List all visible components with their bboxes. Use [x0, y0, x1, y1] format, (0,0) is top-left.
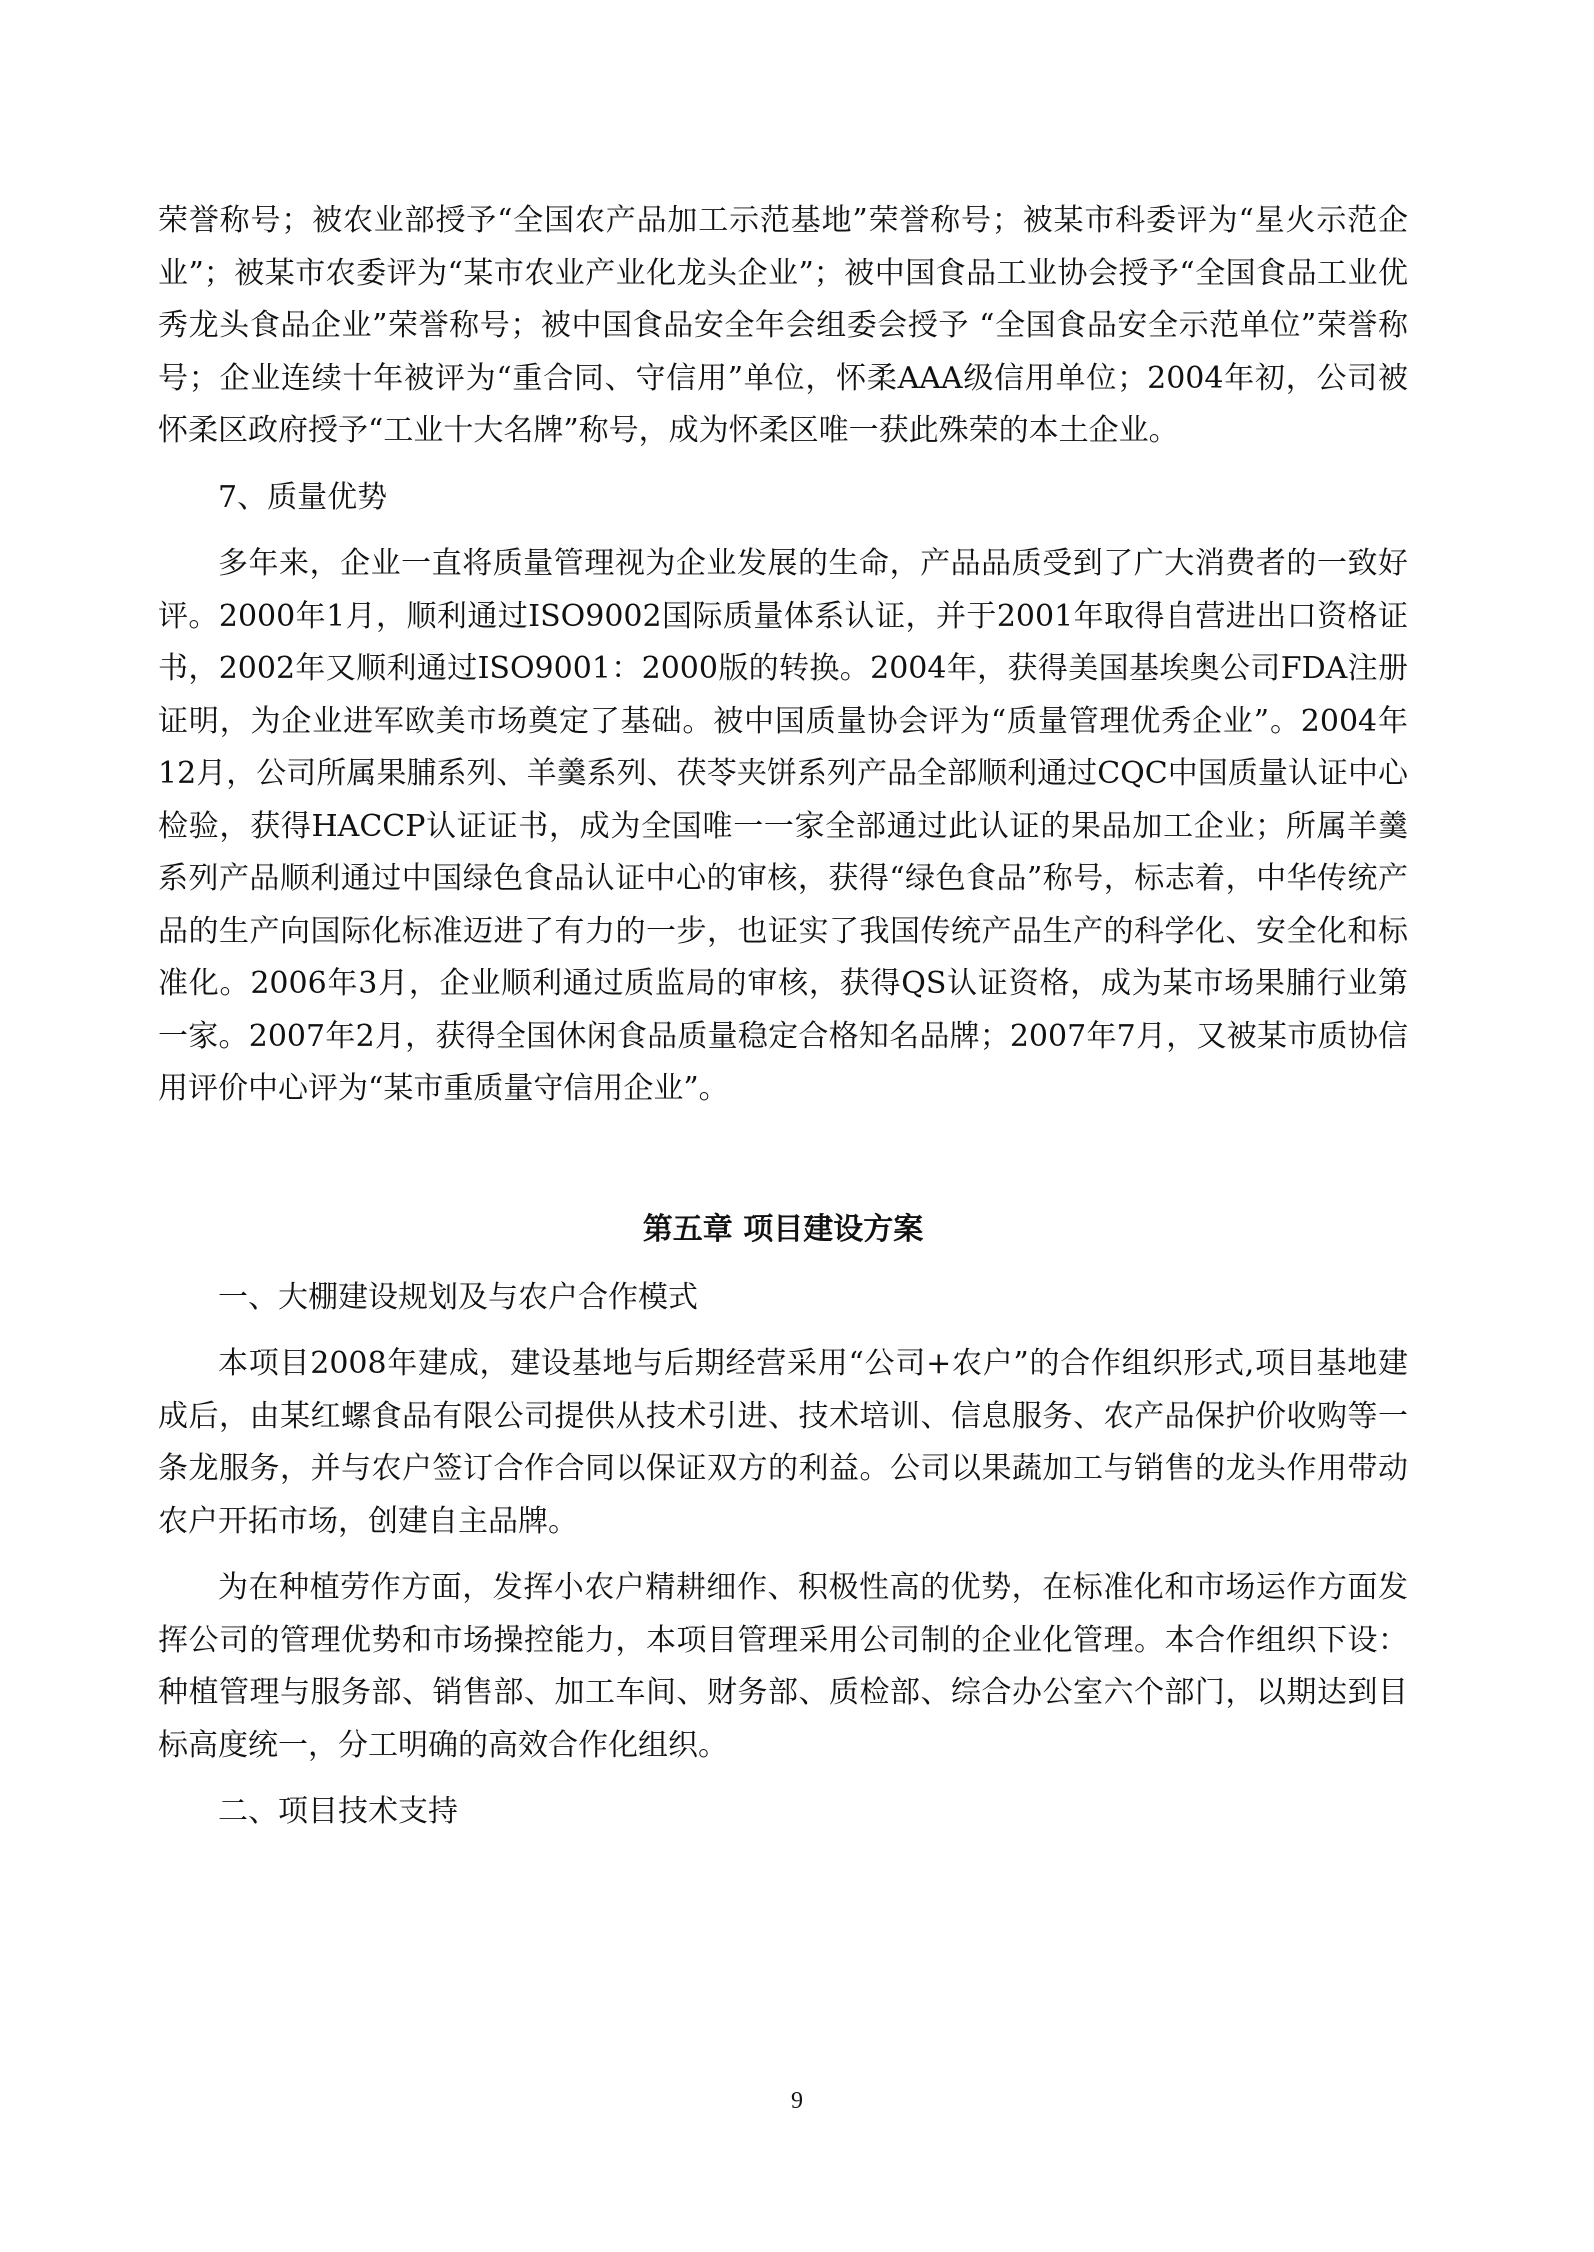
cooperation-paragraph: 本项目2008年建成，建设基地与后期经营采用“公司+农户”的合作组织形式,项目基地建成后，由某红螺食品有限公司提供从技术引进、技术培训、信息服务、农产品保护价收购等一条龙服务，并与农户签订合作合同以保证双方的利益。公司以果蔬加工与销售的龙头作用带动农户开拓市场，创建自主品牌。: [158, 1346, 1408, 1539]
cooperation-subheading: 一、大棚建设规划及与农户合作模式: [218, 1279, 698, 1315]
honors-continued-paragraph: 荣誉称号；被农业部授予“全国农产品加工示范基地”荣誉称号；被某市科委评为“星火示范企业”；被某市农委评为“某市农业产业化龙头企业”；被中国食品工业协会授予“全国食品工业优秀龙头食品企业”荣誉称号；被中国食品安全年会组委会授予 “全国食品安全示范单位”荣誉称号；企业连续十年被评为“重合同、守信用”单位，怀柔AAA级信用单位；2004年初，公司被怀柔区政府授予“工业十大名牌”称号，成为怀柔区唯一获此殊荣的本土企业。: [158, 203, 1408, 448]
page-number: 9: [791, 2088, 803, 2114]
management-paragraph: 为在种植劳作方面，发挥小农户精耕细作、积极性高的优势，在标准化和市场运作方面发挥公司的管理优势和市场操控能力，本项目管理采用公司制的企业化管理。本合作组织下设：种植管理与服务部、销售部、加工车间、财务部、质检部、综合办公室六个部门，以期达到目标高度统一，分工明确的高效合作化组织。: [158, 1570, 1408, 1763]
quality-subheading: 7、质量优势: [218, 479, 388, 515]
chapter-title: 第五章 项目建设方案: [642, 1211, 924, 1247]
quality-paragraph: 多年来，企业一直将质量管理视为企业发展的生命，产品品质受到了广大消费者的一致好评。2000年1月，顺利通过ISO9002国际质量体系认证，并于2001年取得自营进出口资格证书，2002年又顺利通过ISO9001：2000版的转换。2004年，获得美国基埃奥公司FDA注册证明，为企业进军欧美市场奠定了基础。被中国质量协会评为“质量管理优秀企业”。2004年12月，公司所属果脯系列、羊羹系列、茯苓夹饼系列产品全部顺利通过CQC中国质量认证中心检验，获得HACCP认证证书，成为全国唯一一家全部通过此认证的果品加工企业；所属羊羹系列产品顺利通过中国绿色食品认证中心的审核，获得“绿色食品”称号，标志着，中华传统产品的生产向国际化标准迈进了有力的一步，也证实了我国传统产品生产的科学化、安全化和标准化。2006年3月，企业顺利通过质监局的审核，获得QS认证资格，成为某市场果脯行业第一家。2007年2月，获得全国休闲食品质量稳定合格知名品牌；2007年7月，又被某市质协信用评价中心评为“某市重质量守信用企业”。: [158, 546, 1408, 1106]
document-page: [158, 195, 1408, 1839]
tech-support-subheading: 二、项目技术支持: [218, 1794, 458, 1829]
